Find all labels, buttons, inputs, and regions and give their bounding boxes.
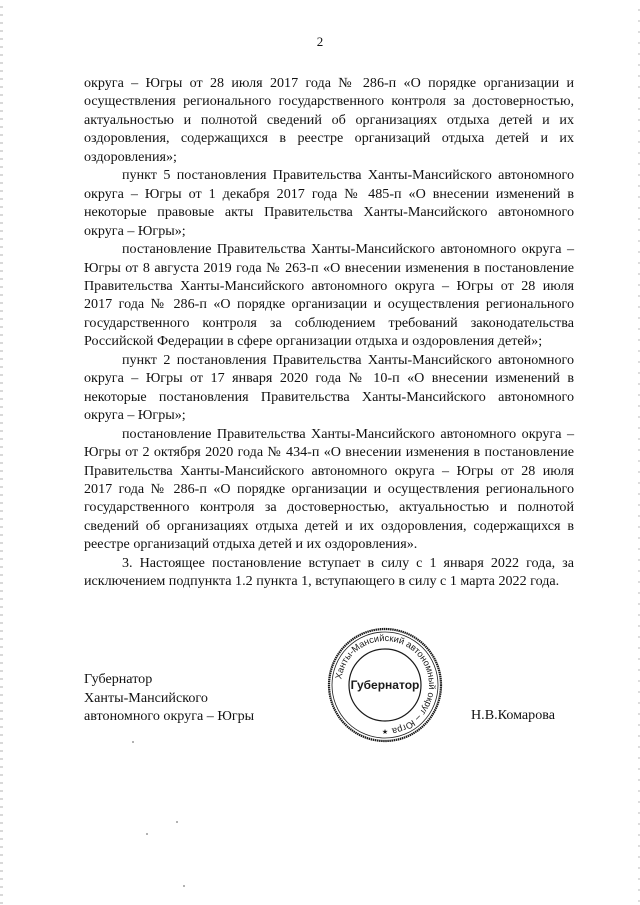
signature-title-line-2: Ханты-Мансийского <box>84 689 208 706</box>
paragraph-item-10p: пункт 2 постановления Правительства Ханты-Мансийского автономного округа – Югры от 17 января 2020 года № 10-п «О внесении изменений в некоторые постановления Правительства Ханты-Мансийского автономного округа – Югры»; <box>84 351 574 424</box>
scan-speck <box>146 833 148 835</box>
seal-center-text: Губернатор <box>350 678 420 692</box>
paragraph-item-434p: постановление Правительства Ханты-Мансийского автономного округа – Югры от 2 октября 2020 года № 434-п «О внесении изменения в постановление Правительства Ханты-Мансийского автономного округа – Югры от 28 июля 2017 года № 286-п «О порядке организации и осуществления регионального государственного контроля за достоверностью, актуальностью и полнотой сведений об организациях отдыха детей и их оздоровления, содержащихся в реестре организаций отдыха детей и их оздоровления». <box>84 425 574 553</box>
scan-speck <box>132 741 134 743</box>
seal-star-icon: ★ <box>381 729 389 736</box>
paragraph-item-263p: постановление Правительства Ханты-Мансийского автономного округа – Югры от 8 августа 2019 года № 263-п «О внесении изменения в постановление Правительства Ханты-Мансийского автономного округа – Югры от 28 июля 2017 года № 286-п «О порядке организации и осуществления регионального государственного контроля за соблюдением требований законодательства Российской Федерации в сфере организации отдыха и оздоровления детей»; <box>84 241 574 350</box>
paragraph-effective-date: 3. Настоящее постановление вступает в силу с 1 января 2022 года, за исключением подпункта 1.2 пункта 1, вступающего в силу с 1 марта 2022 года. <box>84 554 574 590</box>
signature-title-line-3: автономного округа – Югры <box>84 708 255 724</box>
scan-speck <box>176 821 178 823</box>
scan-speck <box>183 885 185 887</box>
document-body <box>84 74 574 591</box>
page-number: 2 <box>316 34 324 49</box>
paragraph-continuation: округа – Югры от 28 июля 2017 года № 286-п «О порядке организации и осуществления регионального государственного контроля за достоверностью, актуальностью и полнотой сведений об организациях отдыха детей и их оздоровления, содержащихся в реестре организаций отдыха детей и их оздоровления»; <box>84 75 574 165</box>
signature-title-block <box>84 670 254 726</box>
scan-edge-left <box>0 0 3 905</box>
seal-ring-text: Ханты-Мансийский автономный округ – Югра <box>333 632 438 737</box>
paragraph-item-485p: пункт 5 постановления Правительства Ханты-Мансийского автономного округа – Югры от 1 декабря 2017 года № 485-п «О внесении изменений в некоторые правовые акты Правительства Ханты-Мансийского автономного округа – Югры»; <box>84 167 574 239</box>
signature-title-line-1: Губернатор <box>84 671 153 687</box>
signer-name: Н.В.Комарова <box>471 707 555 723</box>
official-seal-stamp <box>326 626 444 744</box>
